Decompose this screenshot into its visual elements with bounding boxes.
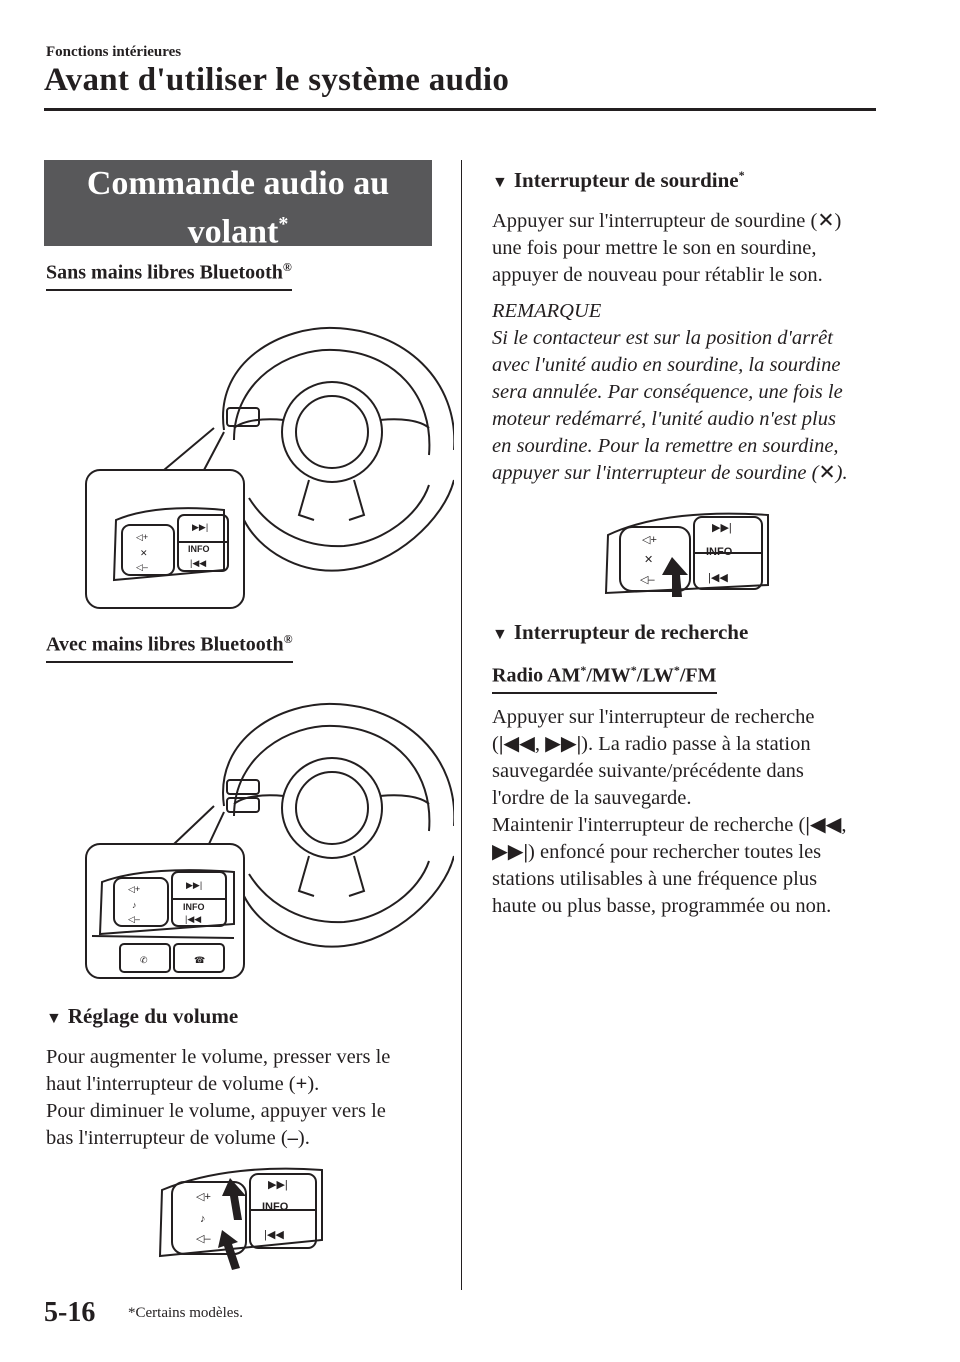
svg-text:◁–: ◁– xyxy=(196,1233,211,1245)
svg-text:✕: ✕ xyxy=(644,554,654,566)
plus-icon: + xyxy=(295,1073,308,1095)
mute-icon: ✕ xyxy=(817,210,835,232)
steering-wheel-illustration-handsfree xyxy=(84,696,454,980)
svg-text:▶▶|: ▶▶| xyxy=(268,1179,288,1191)
svg-text:◁–: ◁– xyxy=(640,574,655,586)
svg-text:◁+: ◁+ xyxy=(196,1191,211,1203)
svg-text:|◀◀: |◀◀ xyxy=(190,558,207,568)
mute-paragraph: Appuyer sur l'interrupteur de sourdine (✕) une fois pour mettre le son en sourdine, appuyer de nouveau pour rétablir le son. xyxy=(492,210,842,286)
info-label: INFO xyxy=(183,902,205,912)
svg-text:◁–: ◁– xyxy=(128,914,140,924)
svg-text:▶▶|: ▶▶| xyxy=(186,880,203,890)
mute-icon: ✕ xyxy=(818,462,836,484)
section-label: Fonctions intérieures xyxy=(46,44,182,60)
triangle-bullet-icon: ▼ xyxy=(492,626,508,643)
svg-text:◁–: ◁– xyxy=(136,562,148,572)
seek-down-icon: |◀◀ xyxy=(805,814,842,836)
heading-volume: ▼ Réglage du volume xyxy=(46,1004,239,1028)
svg-text:◁+: ◁+ xyxy=(136,532,149,542)
svg-text:|◀◀: |◀◀ xyxy=(708,572,728,584)
svg-text:▶▶|: ▶▶| xyxy=(192,522,209,532)
svg-text:◁+: ◁+ xyxy=(642,534,657,546)
svg-text:✆: ✆ xyxy=(140,955,148,965)
triangle-bullet-icon: ▼ xyxy=(492,174,508,191)
page-title: Avant d'utiliser le système audio xyxy=(44,62,510,98)
volume-paragraph: Pour augmenter le volume, presser vers le haut l'interrupteur de volume (+). Pour diminuer le volume, appuyer vers le bas l'interrupteur de volume (–). xyxy=(46,1046,391,1149)
subheading-without-handsfree: Sans mains libres Bluetooth® xyxy=(46,260,292,291)
svg-text:☎: ☎ xyxy=(194,955,206,965)
column-divider xyxy=(461,160,462,1290)
svg-text:♪: ♪ xyxy=(200,1213,206,1225)
heading-mute: ▼ Interrupteur de sourdine* xyxy=(492,168,745,192)
minus-icon: – xyxy=(287,1127,298,1149)
footnote: *Certains modèles. xyxy=(128,1305,243,1321)
seek-down-icon: |◀◀ xyxy=(498,733,535,755)
section-title-box xyxy=(44,160,432,251)
info-label: INFO xyxy=(262,1201,289,1213)
seek-paragraph: Appuyer sur l'interrupteur de recherche (|◀◀, ▶▶|). La radio passe à la station sauvegardée suivante/précédente dans l'ordre de la sauvegarde. Maintenir l'interrupteur de recherche (|◀◀, ▶▶|) enfoncé pour rechercher toutes les stations utilisables à une fréquence plus haute ou plus basse, programmée ou non. xyxy=(492,706,847,917)
triangle-bullet-icon: ▼ xyxy=(46,1010,62,1027)
section-title-line1: Commande audio au xyxy=(86,165,390,202)
mute-switch-illustration xyxy=(600,505,770,600)
svg-text:◁+: ◁+ xyxy=(128,884,141,894)
info-label: INFO xyxy=(188,544,210,554)
info-label: INFO xyxy=(706,546,733,558)
svg-text:♪: ♪ xyxy=(132,900,137,910)
svg-text:|◀◀: |◀◀ xyxy=(185,914,202,924)
volume-switch-illustration xyxy=(150,1160,326,1272)
subheading-with-handsfree: Avec mains libres Bluetooth® xyxy=(46,632,293,663)
subheading-radio-bands: Radio AM*/MW*/LW*/FM xyxy=(492,663,717,694)
svg-text:✕: ✕ xyxy=(140,548,148,558)
heading-seek: ▼ Interrupteur de recherche xyxy=(492,620,749,644)
svg-text:▶▶|: ▶▶| xyxy=(712,522,732,534)
note-block: REMARQUE Si le contacteur est sur la position d'arrêt avec l'unité audio en sourdine, la sourdine sera annulée. Par conséquence, une fois le moteur redémarré, l'unité audio n'est plus en sourdine. Pour la remettre en sourdine, appuyer sur l'interrupteur de sourdine (✕). xyxy=(492,300,848,484)
section-title-line2: volant* xyxy=(187,213,289,251)
page-number: 5-16 xyxy=(44,1297,96,1328)
header-rule xyxy=(44,108,876,111)
svg-text:|◀◀: |◀◀ xyxy=(264,1229,284,1241)
steering-wheel-illustration-basic xyxy=(84,320,454,612)
seek-up-icon: ▶▶| xyxy=(492,841,529,863)
seek-up-icon: ▶▶| xyxy=(545,733,582,755)
